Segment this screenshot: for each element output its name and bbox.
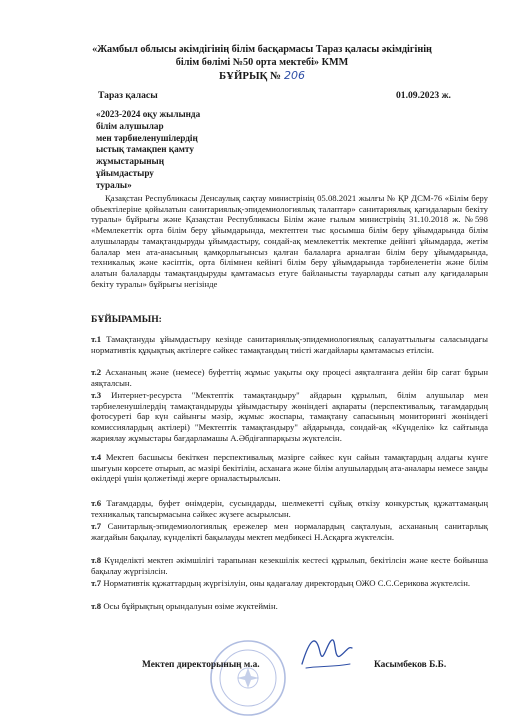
header-line-2: білім бөлімі №50 орта мектебі» КММ — [175, 57, 349, 68]
subject-line: туралы» — [96, 179, 132, 190]
order-item — [91, 367, 488, 388]
subject-line: ыстық тамақпен қамту — [96, 144, 194, 155]
subject-line: ұйымдастыру — [96, 167, 154, 178]
item-number: т.4 — [91, 452, 102, 462]
item-number: т.6 — [91, 498, 102, 508]
item-text: Осы бұйрықтың орындалуын өзіме жүктеймін. — [101, 601, 278, 611]
item-number: т.8 — [91, 555, 102, 565]
item-text: Мектеп басшысы бекіткен перспективалық мәзірге сәйкес күн сайын тамақтардың алдағы күнге шығуын көрсете отырып, ас мәзірі бекітілін, асханаға және білім алушылардың ата-аналары немесе заңды өкілдері үшін қолжетімді жерге орналастырылсын. — [91, 452, 488, 484]
item-text: Күнделікті мектеп әкімшілігі тарапынан кезекшілік кестесі құрылып, бекітілсін және кесте бойынша бақылау жүргізілсін. — [91, 555, 488, 576]
order-item — [91, 452, 488, 484]
order-date: 01.09.2023 ж. — [396, 90, 451, 101]
order-subject — [96, 109, 246, 192]
item-number: т.7 — [91, 578, 102, 588]
intro-paragraph: Қазақстан Республикасы Денсаулық сақтау министрінің 05.08.2021 жылғы № ҚР ДСМ-76 «Білім беру объектілеріне қойылатын санитариялық-эпидемиологиялық талаптар» санитариялық қағидаларын бекіту туралы» бұйрығы және Қазақстан Республикасы Білім және ғылым министрінің 31.10.2018 ж. №598 «Мемлекеттік орта білім беру ұйымдарында, мектептен тыс қосымша білім беру ұйымдарында білім алушыларды тамақтандыруды ұйымдастыру, сондай-ақ мемлекеттік мектепке дейінгі ұйымдарда, жетім балалар мен ата-анасының қамқорлығынсыз қалған балаларға арналған білім беру ұйымдарында, техникалық және кәсіптік, орта білімнен кейінгі білім беру ұйымдарында тәрбиеленетін және білім алатын балаларды тамақтандыруды қамтамасыз етуге байланысты тауарларды сатып алу қағидаларын бекіту туралы» бұйрығы негізінде — [91, 193, 488, 289]
item-number: т.7 — [91, 521, 102, 531]
order-item — [91, 578, 488, 589]
city: Тараз қаласы — [98, 90, 158, 101]
signatory-title: Мектеп директорының м.а. — [142, 660, 260, 670]
item-text: Тамақтануды ұйымдастыру кезінде санитариялық-эпидемиологиялық салауаттылығы саласындағы нормативтік құқықтық актілерге сәйкес тамақтандың тиісті жағдайлары қамтамасыз етілсін. — [91, 334, 488, 355]
order-item — [91, 555, 488, 576]
order-item — [91, 521, 488, 542]
official-stamp — [208, 638, 288, 718]
handwritten-signature — [296, 630, 356, 674]
subject-line: мен тәрбиеленушілердің — [96, 132, 198, 143]
subject-line: жұмыстарының — [96, 156, 165, 167]
item-text: Интернет-ресурста "Мектептік тамақтандыру" айдарын құрылып, білім алушылар мен тәрбиеленушілердің тамақтандыруды ұйымдастыру жөніндегі ақпараты (перспективалық, тағамдардың фотосуреті бар күн сайынғы мәзір, жұмыс жоспары, тамақтану сапасының мониторингі жөніндегі комиссиялардың актілері) "Мектептік тамақтандыру" айдарында, сондай-ақ «Күнделік» kz сайтында жариялау жұмыстары бағдарламашы А.Әбдіғаппарқызы жүктелсін. — [91, 390, 488, 443]
order-item — [91, 390, 488, 444]
item-number: т.3 — [91, 390, 102, 400]
item-number: т.8 — [91, 601, 102, 611]
item-text: Нормативтік құжаттардың жүргізілуін, оны қадағалау директордың ОЖО С.С.Серикова жүктелсін. — [101, 578, 471, 588]
subject-line: білім алушылар — [96, 120, 164, 131]
item-text: Тағамдарды, буфет өнімдерін, сусындарды, шелмекетті сұйық өткізу конкурстық құжаттамаңың техникалық тапсырмасына сәйкес жүзеге асырылсын. — [91, 498, 488, 519]
order-title — [60, 69, 464, 83]
order-item — [91, 498, 488, 519]
item-number: т.1 — [91, 334, 102, 344]
decree-heading: БҰЙЫРАМЫН: — [91, 314, 162, 325]
item-text: Асхананың және (немесе) буфеттің жұмыс уақыты оқу процесі аяқталғанға дейін бір сағат бұрын аяқталсын. — [91, 367, 488, 388]
order-item — [91, 601, 488, 612]
order-label: БҰЙРЫҚ № — [219, 70, 281, 82]
order-number: 206 — [283, 69, 305, 82]
item-number: т.2 — [91, 367, 102, 377]
subject-line: «2023-2024 оқу жылында — [96, 109, 201, 119]
order-item — [91, 334, 488, 355]
item-text: Санитарлық-эпидемиологиялық ережелер мен нормалардың сақталуын, асхананың санитарлық жағдайын бақылау, күнделікті бақылауды мектеп медбикесі Н.Асқарға жүктелсін. — [91, 521, 488, 542]
header-line-1: «Жамбыл облысы әкімдігінің білім басқармасы Тараз қаласы әкімдігінің — [92, 44, 432, 55]
signatory-name: Касымбеков Б.Б. — [374, 660, 447, 670]
